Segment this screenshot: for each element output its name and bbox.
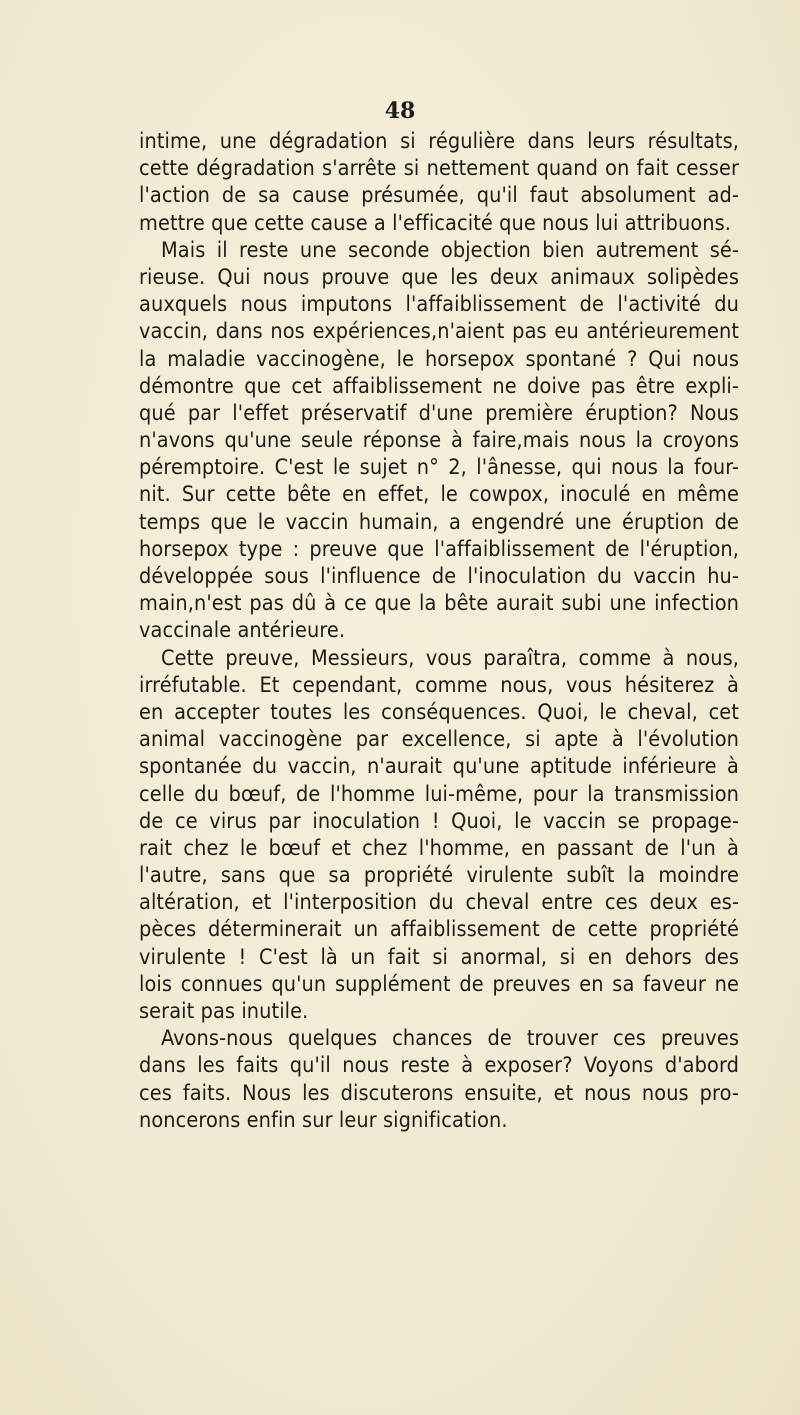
text-line: n'avons qu'une seule réponse à faire,mais nous la croyons	[139, 428, 739, 454]
text-line: intime, une dégradation si régulière dans leurs résultats,	[139, 129, 739, 154]
text-line: rieuse. Qui nous prouve que les deux animaux solipèdes	[139, 264, 739, 290]
text-line: en accepter toutes les conséquences. Quoi, le cheval, cet	[139, 699, 739, 725]
text-line: ces faits. Nous les discuterons ensuite, et nous nous pro-	[139, 1080, 739, 1106]
text-line: altération, et l'interposition du cheval entre ces deux es-	[139, 890, 739, 916]
text-line: nit. Sur cette bête en effet, le cowpox, inoculé en même	[139, 482, 739, 508]
text-line: de ce virus par inoculation ! Quoi, le vaccin se propage-	[139, 808, 739, 834]
text-line: temps que le vaccin humain, a engendré une éruption de	[139, 509, 739, 535]
text-line: spontanée du vaccin, n'aurait qu'une aptitude inférieure à	[139, 754, 739, 780]
text-line: main,n'est pas dû à ce que la bête aurait subi une infection	[139, 591, 739, 617]
text-line: pèces déterminerait un affaiblissement de cette propriété	[139, 917, 739, 943]
text-line: développée sous l'influence de l'inoculation du vaccin hu-	[139, 564, 739, 589]
text-line: rait chez le bœuf et chez l'homme, en passant de l'un à	[139, 835, 739, 861]
text-line: péremptoire. C'est le sujet n° 2, l'ânesse, qui nous la four-	[139, 455, 739, 481]
text-line: Mais il reste une seconde objection bien autrement sé-	[161, 237, 739, 263]
text-line: celle du bœuf, de l'homme lui-même, pour la transmission	[139, 781, 739, 807]
text-line: noncerons enfin sur leur signification.	[139, 1107, 508, 1133]
text-line: horsepox type : preuve que l'affaiblissement de l'éruption,	[139, 536, 739, 562]
text-line: auxquels nous imputons l'affaiblissement de l'activité du	[139, 292, 739, 318]
text-line: dans les faits qu'il nous reste à exposer? Voyons d'abord	[139, 1053, 739, 1079]
text-line: la maladie vaccinogène, le horsepox spontané ? Qui nous	[139, 346, 739, 372]
body-text	[139, 128, 739, 1134]
text-line: vaccin, dans nos expériences,n'aient pas eu antérieurement	[139, 319, 739, 345]
text-line: virulente ! C'est là un fait si anormal, si en dehors des	[139, 944, 739, 970]
text-line: qué par l'effet préservatif d'une première éruption? Nous	[139, 400, 739, 426]
text-line: Cette preuve, Messieurs, vous paraîtra, comme à nous,	[161, 645, 739, 671]
text-line: animal vaccinogène par excellence, si apte à l'évolution	[139, 727, 739, 753]
text-line: l'action de sa cause présumée, qu'il faut absolument ad-	[139, 183, 739, 209]
page-number: 48	[384, 98, 416, 124]
text-line: mettre que cette cause a l'efficacité que nous lui attribuons.	[139, 210, 732, 236]
text-line: cette dégradation s'arrête si nettement quand on fait cesser	[139, 156, 739, 182]
text-line: serait pas inutile.	[139, 999, 309, 1024]
text-line: l'autre, sans que sa propriété virulente subît la moindre	[139, 863, 739, 889]
text-line: lois connues qu'un supplément de preuves en sa faveur ne	[139, 971, 739, 997]
text-line: vaccinale antérieure.	[139, 618, 346, 644]
text-line: démontre que cet affaiblissement ne doive pas être expli-	[139, 373, 739, 399]
text-line: irréfutable. Et cependant, comme nous, vous hésiterez à	[139, 672, 739, 698]
text-line: Avons-nous quelques chances de trouver ces preuves	[161, 1026, 739, 1052]
